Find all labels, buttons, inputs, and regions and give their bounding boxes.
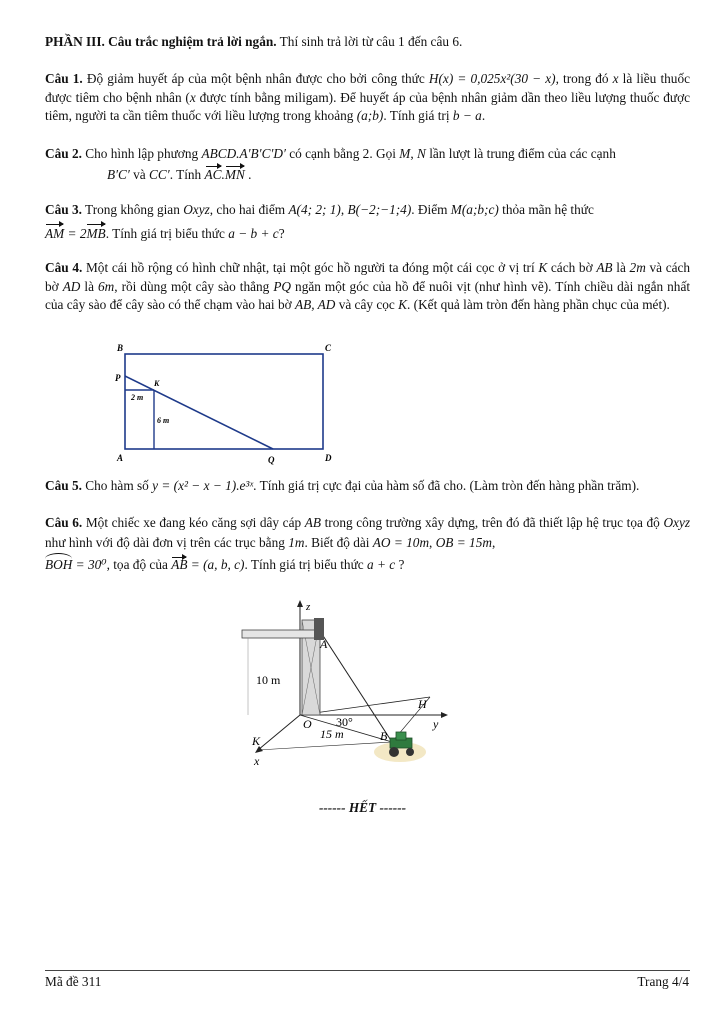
- q3-point-b: B(−2;−1;4): [347, 202, 412, 217]
- q2-edge-2: CC′: [149, 167, 170, 182]
- q5-text: Cho hàm số: [85, 478, 149, 493]
- q2-text: và: [133, 167, 146, 182]
- q1-label: Câu 1.: [45, 71, 83, 86]
- q5-text: . Tính giá trị cực đại của hàm số đã cho. (Làm tròn đến hàng phần trăm).: [253, 478, 640, 493]
- q6-label: Câu 6.: [45, 515, 83, 530]
- q4-text: , rồi dùng một cây sào thẳng: [114, 278, 270, 294]
- q3-text: ?: [278, 226, 285, 241]
- q4-text: là: [84, 278, 95, 294]
- q4-k: K: [538, 260, 548, 275]
- q4-pq: PQ: [273, 278, 292, 294]
- z-arrow-icon: [297, 600, 303, 607]
- part-title: PHẦN III. Câu trắc nghiệm trả lời ngắn.: [45, 34, 277, 49]
- question-2: [45, 143, 690, 185]
- q6-text: . Biết độ dài: [304, 535, 370, 550]
- q1-text: là liều thuốc được tiêm cho bệnh nhân (: [45, 71, 690, 105]
- q6-ob: OB = 15m: [435, 535, 492, 550]
- q6-ab: AB: [304, 515, 321, 530]
- label-x: x: [254, 754, 260, 768]
- q3-text: . Điểm: [411, 202, 448, 217]
- q6-text: . Tính giá trị biểu thức: [244, 557, 364, 572]
- q4-text: . (Kết quả làm tròn đến hàng phần chục của mét).: [407, 297, 670, 312]
- label-6m: 6 m: [157, 416, 170, 425]
- q6-unit: 1m: [288, 535, 305, 550]
- q6-text: ,: [491, 535, 496, 550]
- question-6: [45, 513, 690, 575]
- crane-jib: [242, 630, 320, 638]
- q3-vector-am: AM: [45, 222, 64, 246]
- q6-text: ?: [398, 557, 405, 572]
- q6-expr: a + c: [367, 557, 396, 572]
- q2-vector-mn: MN: [225, 164, 245, 185]
- q4-text: là: [616, 260, 626, 275]
- q3-label: Câu 3.: [45, 202, 82, 217]
- q2-text: . Tính: [169, 167, 202, 182]
- q4-dist-1: 2m: [629, 260, 646, 275]
- pole-pq: [125, 376, 273, 449]
- crane-figure: [240, 600, 460, 775]
- q3-point-a: A(4; 2; 1): [288, 202, 341, 217]
- label-y: y: [433, 717, 439, 731]
- q4-abad: AB, AD: [294, 297, 336, 312]
- q6-text: , tọa độ của: [106, 557, 168, 572]
- q4-text: và cây cọc: [338, 297, 395, 312]
- exam-code: Mã đề 311: [45, 974, 102, 989]
- segment-kb: [258, 742, 392, 750]
- label-2m: 2 m: [131, 393, 144, 402]
- label-k: K: [154, 379, 160, 388]
- q6-ao: AO = 10m: [372, 535, 430, 550]
- q2-cube: ABCD.A′B′C′D′: [201, 146, 286, 161]
- end-marker: ------ HẾT ------: [318, 800, 407, 815]
- q4-dist-2: 6m: [98, 278, 115, 294]
- q1-text: Độ giảm huyết áp của một bệnh nhân được cho bởi công thức: [86, 71, 425, 86]
- q3-text: . Tính giá trị biểu thức: [105, 226, 225, 241]
- question-4: [45, 259, 690, 315]
- q2-text: có cạnh bằng 2. Gọi: [289, 146, 396, 161]
- q4-ad: AD: [62, 278, 81, 294]
- q1-formula: H(x) = 0,025x²(30 − x): [428, 71, 556, 86]
- question-1: [45, 70, 690, 126]
- q1-text: được tính bằng miligam). Để huyết áp của bệnh nhân giảm dần theo liều lượng thuốc được tiêm, người ta cần tiêm thuốc với liều lượng trong khoảng: [45, 89, 690, 123]
- q1-interval: (a;b): [356, 108, 384, 123]
- q3-expr: a − b + c: [228, 226, 279, 241]
- x-axis: [258, 715, 300, 750]
- q2-vector-ac: AC: [205, 164, 222, 185]
- label-o: O: [303, 717, 312, 731]
- q3-space: Oxyz: [183, 202, 210, 217]
- q2-n: N: [416, 146, 426, 161]
- q1-text: .: [481, 108, 486, 123]
- label-z: z: [306, 601, 311, 613]
- q2-text: lần lượt là trung điểm của các cạnh: [429, 146, 616, 161]
- q4-ab: AB: [596, 260, 613, 275]
- q3-text: Trong không gian: [85, 202, 180, 217]
- q6-text: ,: [429, 535, 433, 550]
- q2-dot: .: [221, 167, 225, 182]
- q4-k: K: [398, 297, 407, 312]
- label-10m: 10 m: [256, 673, 281, 687]
- label-a: A: [117, 453, 124, 463]
- q6-text: như hình với độ dài đơn vị trên các trục bằng: [45, 535, 285, 550]
- q6-vector-ab: AB: [171, 555, 187, 575]
- part-instruction: Thí sinh trả lời từ câu 1 đến câu 6.: [279, 34, 463, 49]
- label-b: B: [117, 343, 124, 353]
- y-arrow-icon: [441, 712, 448, 718]
- label-q: Q: [268, 455, 275, 465]
- q6-angle-value: = 30⁰: [75, 557, 107, 572]
- label-h: H: [418, 697, 427, 711]
- footer-divider: [45, 970, 690, 971]
- question-5: [45, 477, 690, 496]
- q1-var: x: [612, 71, 619, 86]
- q6-vector-value: = (a, b, c): [190, 557, 245, 572]
- q2-text: ,: [410, 146, 414, 161]
- label-angle: 30°: [336, 715, 353, 729]
- label-k: K: [252, 734, 261, 748]
- label-a: A: [320, 637, 328, 651]
- label-15m: 15 m: [320, 727, 344, 741]
- label-b: B: [380, 729, 388, 743]
- label-c: C: [325, 343, 332, 353]
- question-3: [45, 198, 690, 246]
- q2-text: Cho hình lập phương: [85, 146, 199, 161]
- q6-text: Một chiếc xe đang kéo căng sợi dây cáp: [85, 515, 302, 530]
- q1-var: x: [189, 89, 196, 105]
- q6-text: trong công trường xây dựng, trên đó đã thiết lập hệ trục tọa độ: [324, 515, 660, 530]
- q4-text: và cách bờ: [45, 260, 691, 294]
- q3-text: , cho hai điểm: [209, 202, 286, 217]
- page-number: Trang 4/4: [637, 974, 689, 989]
- q6-angle: BOH: [45, 553, 72, 575]
- q5-label: Câu 5.: [45, 478, 82, 493]
- q1-text: . Tính giá trị: [383, 108, 450, 123]
- q3-eq: = 2: [67, 226, 87, 241]
- q6-system: Oxyz: [663, 515, 691, 530]
- q2-label: Câu 2.: [45, 146, 82, 161]
- cable-ab: [318, 628, 392, 742]
- part-heading: [45, 33, 690, 52]
- q2-text: .: [248, 167, 252, 182]
- q1-expr: b − a: [452, 108, 482, 123]
- q3-text: ,: [340, 202, 345, 217]
- q3-point-m: M(a;b;c): [450, 202, 499, 217]
- q4-text: Một cái hồ rộng có hình chữ nhật, tại một góc hồ người ta đóng một cái cọc ở vị trí: [85, 260, 535, 275]
- q3-vector-mb: MB: [86, 222, 105, 246]
- q1-text: , trong đó: [555, 71, 609, 86]
- label-d: D: [325, 453, 332, 463]
- q4-label: Câu 4.: [45, 260, 83, 275]
- q5-function: y = (x² − x − 1).e³ˣ: [152, 478, 254, 493]
- q4-text: ngăn một góc của hồ để nuôi vịt (như hình vẽ). Tính chiều dài ngắn nhất của cây sào để cây sào có thể chạm vào hai bờ: [45, 278, 691, 312]
- pond-figure: [105, 338, 345, 466]
- label-p: P: [115, 373, 121, 383]
- q2-m: M: [399, 146, 411, 161]
- q3-text: thỏa mãn hệ thức: [502, 202, 594, 217]
- q2-edge-1: B′C′: [107, 167, 130, 182]
- q4-text: cách bờ: [550, 260, 593, 275]
